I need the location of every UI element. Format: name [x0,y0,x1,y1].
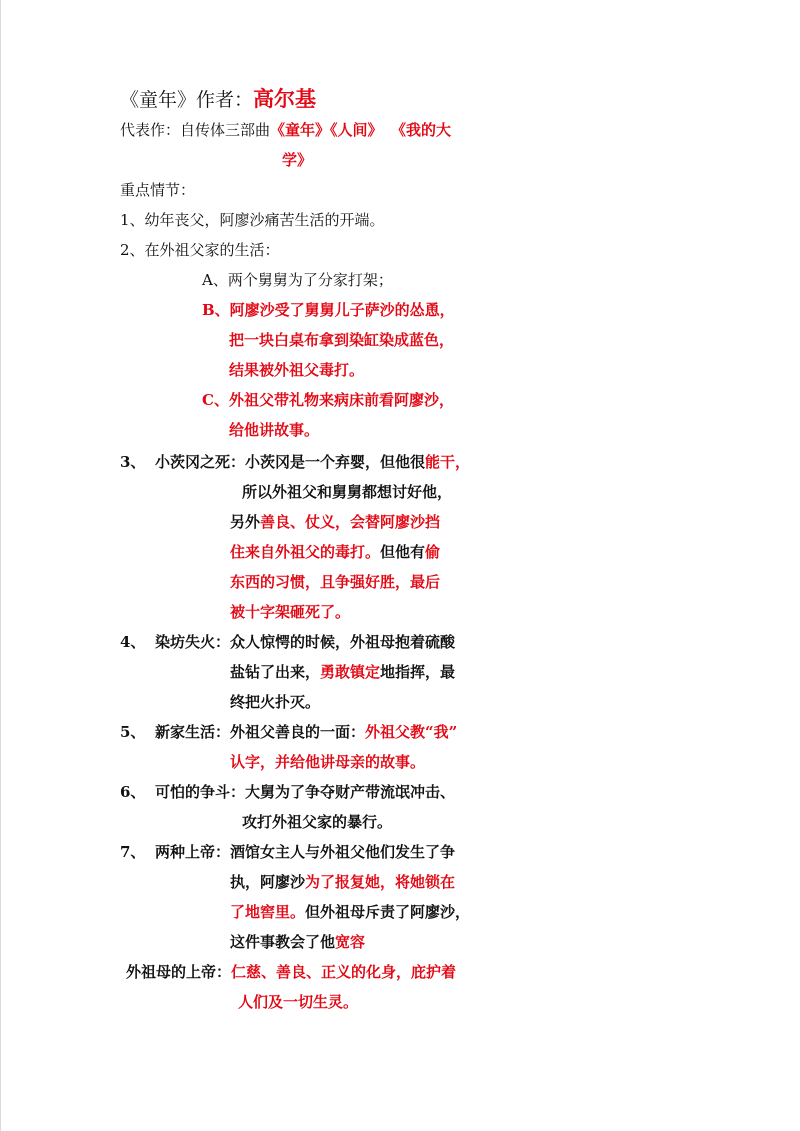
item-7-line-3 [230,902,470,922]
item-3-line-3 [230,512,440,532]
item-3-number: 3、 [120,453,146,471]
work-my-universities: 《我的大 [398,121,452,139]
item-3-highlight-capable: 能干， [425,453,471,471]
item-7-highlight-tolerance: 宽容 [335,933,366,951]
item-7-line-4 [230,932,365,952]
grandmother-god-label: 外祖母的上帝： [126,963,232,981]
item-7-text-3: 但外祖母斥责了阿廖沙， [305,903,471,921]
item-3-text-3: 另外 [230,513,261,531]
item-6-line-2: 攻打外祖父家的暴行。 [242,813,393,831]
item-7-line-1: 两种上帝：酒馆女主人与外祖父他们发生了争 [155,843,456,861]
works-label: 代表作：自传体三部曲 [120,121,271,139]
item-4-number: 4、 [120,633,146,651]
item-5-highlight-teach: 外祖父教“我” [365,723,458,741]
item-3-text-4: 但他有 [380,543,426,561]
work-in-the-world: 《人间》 [330,121,383,139]
item-3-line-5: 东西的习惯，且争强好胜，最后 [230,573,441,591]
item-4-text-2: 盐钻了出来， [230,663,321,681]
item-2: 2、在外祖父家的生活： [120,241,280,259]
item-2c-line-2: 给他讲故事。 [229,421,320,439]
work-childhood: 《童年》 [270,121,331,139]
item-5-number: 5、 [120,723,146,741]
item-3-line-6: 被十字架砸死了。 [230,603,351,621]
title-prefix: 《童年》作者： [120,89,254,111]
grandmother-god-line-2: 人们及一切生灵。 [238,993,359,1011]
item-1: 1、幼年丧父，阿廖沙痛苦生活的开端。 [120,211,385,229]
item-6-line-1: 可怕的争斗：大舅为了争夺财产带流氓冲击、 [155,783,456,801]
item-7-number: 7、 [120,843,146,861]
page-edge [0,0,1,1131]
item-3-highlight-steal: 偷 [425,543,441,561]
item-4-line-1: 染坊失火：众人惊愕的时候，外祖母抱着硫酸 [155,633,456,651]
item-2b-line-1: B、阿廖沙受了舅舅儿子萨沙的怂恿， [202,301,455,319]
item-5-line-1 [155,722,457,742]
item-2a: A、两个舅舅为了分家打架； [202,271,393,289]
item-2b-line-3: 结果被外祖父毒打。 [229,361,365,379]
grandmother-god-line-1 [126,962,456,982]
item-3-line-1 [155,452,470,472]
item-2b-line-2: 把一块白桌布拿到染缸染成蓝色， [229,331,455,349]
title-line [120,86,316,113]
item-5-text-1: 新家生活：外祖父善良的一面： [155,723,366,741]
item-6-number: 6、 [120,783,146,801]
item-4-line-3: 终把火扑灭。 [230,693,321,711]
item-3-text-1: 小茨冈之死：小茨冈是一个弃婴，但他很 [155,453,426,471]
item-3-highlight-kind: 善良、仗义，会替阿廖沙挡 [260,513,441,531]
item-4-highlight-brave: 勇敢镇定 [320,663,381,681]
item-3-line-4 [230,542,440,562]
item-7-text-4: 这件事教会了他 [230,933,336,951]
grandmother-god-highlight: 仁慈、善良、正义的化身，庇护着 [231,963,457,981]
item-3-line-2: 所以外祖父和舅舅都想讨好他， [242,483,453,501]
works-line [120,120,451,140]
works-line-2: 学》 [282,151,313,169]
item-4-line-2 [230,662,455,682]
item-4-text-2b: 地指挥，最 [380,663,456,681]
item-5-line-2: 认字，并给他讲母亲的故事。 [230,753,426,771]
item-2c-line-1: C、外祖父带礼物来病床前看阿廖沙， [202,391,454,409]
item-7-highlight-revenge: 为了报复她，将她锁在 [305,873,456,891]
plot-heading: 重点情节： [120,181,196,199]
item-7-line-2 [230,872,455,892]
item-3-highlight-protect: 住来自外祖父的毒打。 [230,543,381,561]
author-name: 高尔基 [253,86,317,111]
item-7-highlight-cellar: 了地窖里。 [230,903,306,921]
item-7-text-2: 执，阿廖沙 [230,873,306,891]
